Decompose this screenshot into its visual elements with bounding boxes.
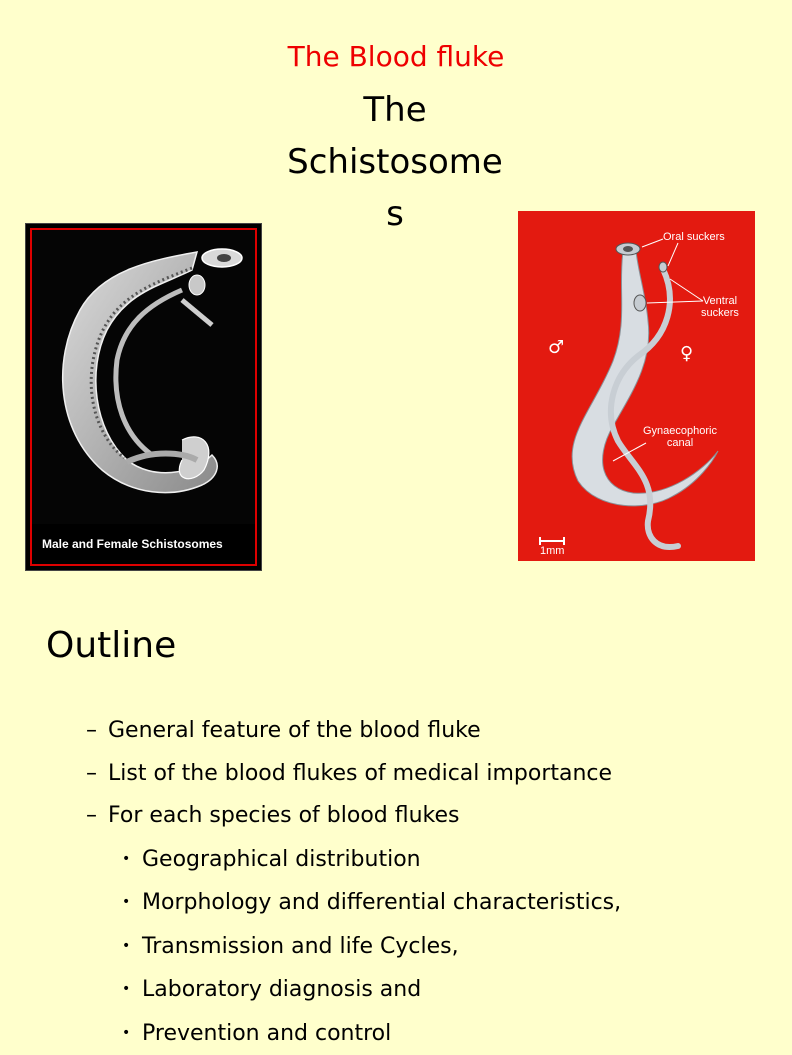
list-item-text: For each species of blood flukes (108, 803, 459, 828)
bullet-marker: • (122, 925, 142, 968)
label-ventral-line2: suckers (701, 307, 739, 319)
outline-list (86, 710, 621, 1055)
outline-heading: Outline (46, 625, 176, 666)
sem-caption: Male and Female Schistosomes (32, 524, 255, 564)
slide-title (270, 84, 520, 240)
schistosome-micrograph (32, 230, 257, 526)
list-item (86, 795, 621, 838)
label-ventral-suckers (701, 295, 739, 319)
bullet-marker: • (122, 1012, 142, 1055)
female-symbol-icon: ♀ (680, 343, 693, 364)
subtitle: The Blood fluke (0, 40, 792, 73)
list-item (86, 1012, 621, 1055)
labelled-illustration (518, 211, 755, 561)
list-item (86, 881, 621, 925)
list-item-text: Geographical distribution (142, 847, 421, 872)
list-item-text: Transmission and life Cycles, (142, 934, 459, 959)
list-item-text: General feature of the blood fluke (108, 718, 481, 743)
label-scale: 1mm (540, 545, 564, 557)
list-item (86, 710, 621, 753)
sem-image (25, 223, 262, 571)
bullet-marker: • (122, 968, 142, 1011)
label-canal-line2: canal (643, 437, 717, 449)
title-line: Schistosome (270, 136, 520, 188)
label-gynaecophoric-canal (643, 425, 717, 449)
list-item-text: Prevention and control (142, 1021, 391, 1046)
list-item-text: Morphology and differential characteristics, (142, 890, 621, 915)
title-line: s (270, 188, 520, 240)
list-item (86, 838, 621, 882)
list-item (86, 925, 621, 969)
male-symbol-icon: ♂ (548, 337, 564, 358)
list-item-text: List of the blood flukes of medical importance (108, 761, 612, 786)
list-item (86, 968, 621, 1012)
bullet-marker: • (122, 838, 142, 881)
schistosome-drawing (518, 211, 755, 561)
label-ventral-line1: Ventral (701, 295, 739, 307)
bullet-marker: • (122, 881, 142, 924)
list-item (86, 753, 621, 796)
dash-marker: – (86, 795, 108, 838)
label-oral-suckers: Oral suckers (663, 231, 725, 243)
dash-marker: – (86, 710, 108, 753)
list-item-text: Laboratory diagnosis and (142, 977, 421, 1002)
sem-image-panel (30, 228, 257, 566)
title-line: The (270, 84, 520, 136)
dash-marker: – (86, 753, 108, 796)
label-canal-line1: Gynaecophoric (643, 425, 717, 437)
